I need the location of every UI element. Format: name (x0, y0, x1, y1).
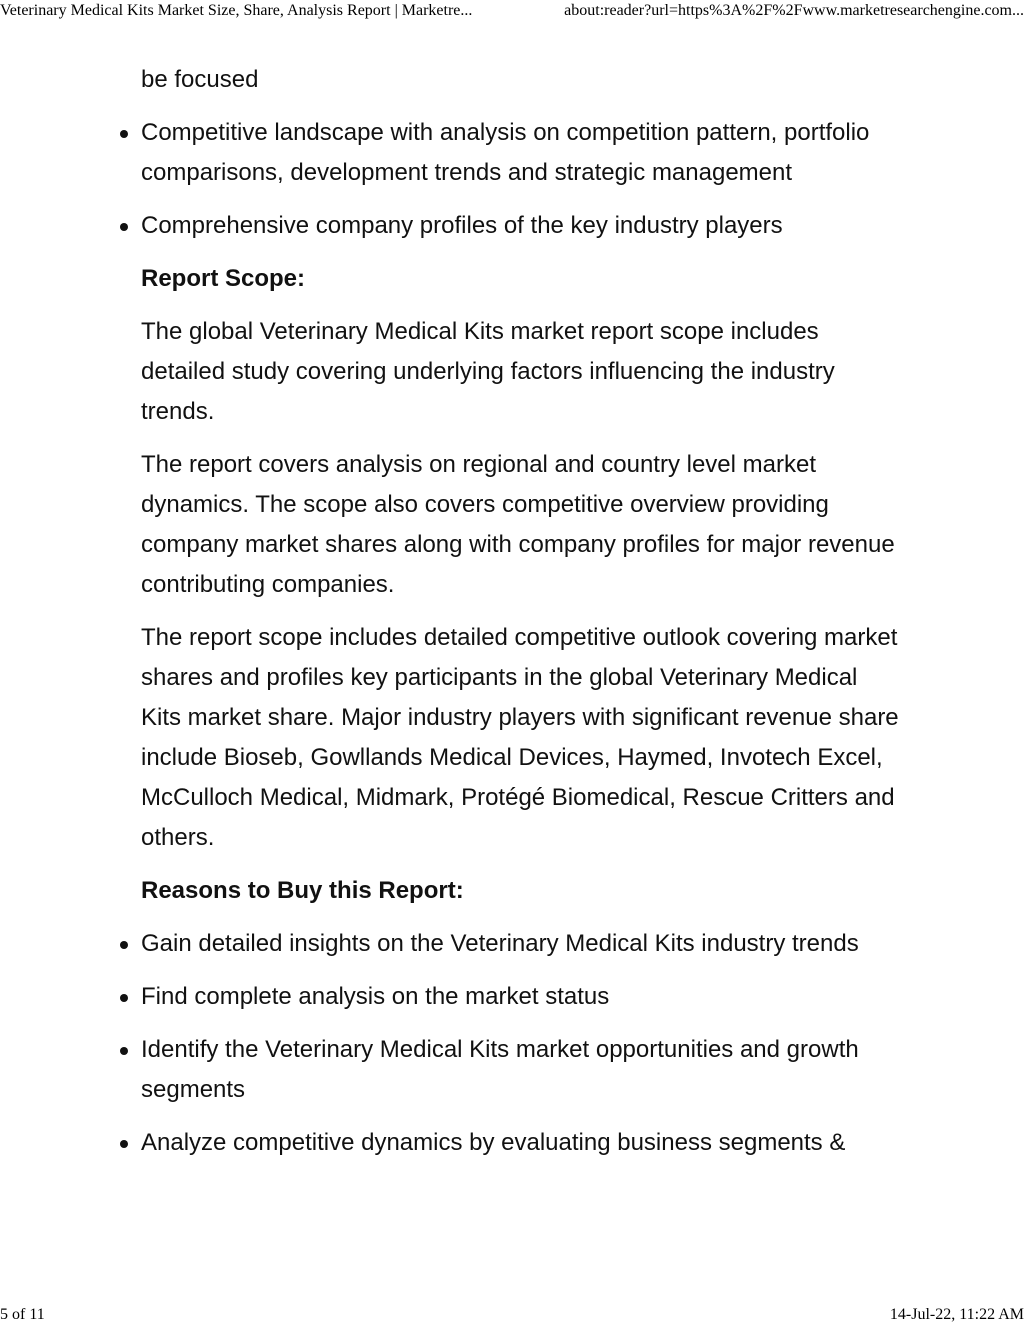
reasons-list (141, 924, 901, 1163)
list-item: Comprehensive company profiles of the key industry players (141, 206, 901, 246)
list-item: Analyze competitive dynamics by evaluating business segments & (141, 1123, 901, 1163)
page-title: Veterinary Medical Kits Market Size, Share, Analysis Report | Marketre... (0, 2, 473, 19)
page-number: 5 of 11 (0, 1306, 45, 1323)
page-url: about:reader?url=https%3A%2F%2Fwww.marketresearchengine.com... (564, 2, 1024, 19)
scope-paragraph: The report scope includes detailed competitive outlook covering market shares and profiles key participants in the global Veterinary Medical Kits market share. Major industry players with significant revenue share include Bioseb, Gowllands Medical Devices, Haymed, Invotech Excel, McCulloch Medical, Midmark, Protégé Biomedical, Rescue Critters and others. (141, 624, 899, 851)
intro-tail: be focused (141, 66, 259, 93)
list-item: Find complete analysis on the market status (141, 977, 901, 1017)
list-item: Gain detailed insights on the Veterinary Medical Kits industry trends (141, 924, 901, 964)
scope-heading: Report Scope: (141, 265, 306, 292)
print-datetime: 14-Jul-22, 11:22 AM (889, 1306, 1024, 1323)
reasons-heading: Reasons to Buy this Report: (141, 877, 464, 904)
scope-paragraph: The global Veterinary Medical Kits market report scope includes detailed study covering underlying factors influencing the industry trends. (141, 318, 835, 425)
print-header (0, 2, 1024, 20)
list-item: Competitive landscape with analysis on competition pattern, portfolio comparisons, development trends and strategic management (141, 113, 901, 193)
article-body (141, 60, 901, 1176)
list-item: Identify the Veterinary Medical Kits market opportunities and growth segments (141, 1030, 901, 1110)
print-footer (0, 1306, 1024, 1324)
feature-list (141, 113, 901, 246)
scope-paragraph: The report covers analysis on regional and country level market dynamics. The scope also covers competitive overview providing company market shares along with company profiles for major revenue contributing companies. (141, 451, 895, 598)
